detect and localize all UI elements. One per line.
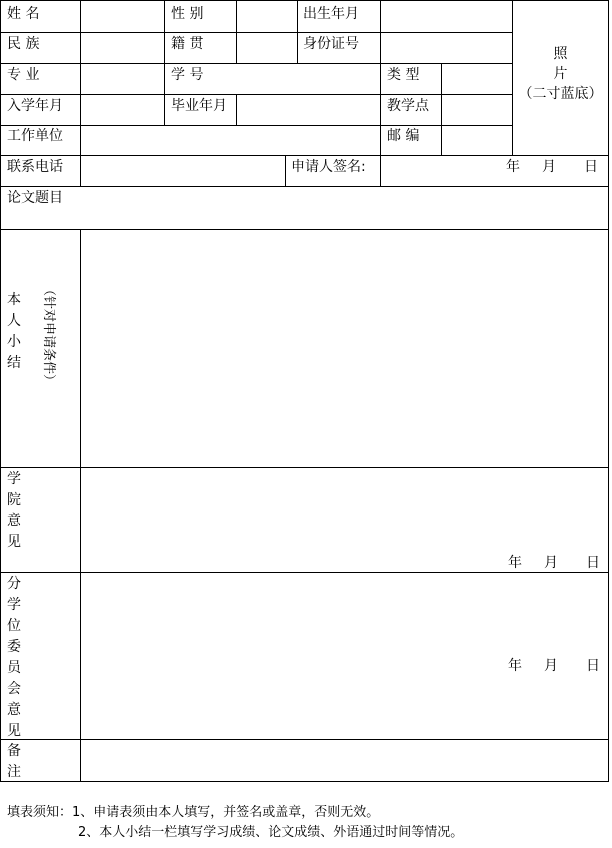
grid-line [0,0,1,782]
committee-date-day: 日 [586,658,600,674]
college-date-year: 年 [508,555,522,571]
ethnicity-label: 民 族 [7,36,40,52]
grid-line [0,467,609,468]
form-notes-line1: 填表须知：1、申请表须由本人填写，并签名或盖章，否则无效。 [7,805,380,820]
thesis-title-label: 论文题目 [7,190,63,206]
photo-placeholder [513,44,608,104]
postcode-label: 邮 编 [387,128,420,144]
committee-date-year: 年 [508,658,522,674]
workplace-label: 工作单位 [7,128,63,144]
enrollment-date-label: 入学年月 [7,98,63,114]
photo-text-line1: 照 [553,46,568,62]
grid-line [380,63,381,156]
grid-line [80,229,81,782]
committee-opinion-label: 分学位委员会意见 [7,576,21,739]
gender-label: 性 别 [171,6,204,22]
grid-line [380,0,381,64]
grid-line [297,0,298,64]
type-label: 类 型 [387,67,420,83]
grid-line [285,155,286,187]
student-id-label: 学 号 [171,67,204,83]
major-label: 专 业 [7,67,40,83]
grid-line [0,739,609,740]
grid-line [0,229,609,230]
form-notes-line2: 2、本人小结一栏填写学习成绩、论文成绩、外语通过时间等情况。 [78,825,464,840]
grid-line [0,32,512,33]
graduation-date-label: 毕业年月 [171,98,227,114]
self-summary-label: 本人小结 [7,292,21,371]
grid-line [0,0,609,1]
grid-line [164,0,165,126]
grid-line [441,63,442,156]
college-date-day: 日 [586,555,600,571]
grid-line [0,125,512,126]
grid-line [0,63,512,64]
teaching-site-label: 教学点 [387,98,429,114]
name-label: 姓 名 [7,6,40,22]
grid-line [608,0,609,782]
signature-date-day: 日 [584,159,598,175]
grid-line [0,94,512,95]
phone-label: 联系电话 [7,159,63,175]
college-opinion-label: 学院意见 [7,471,21,550]
grid-line [80,0,81,187]
grid-line [0,186,609,187]
remarks-label: 备注 [7,743,21,780]
grid-line [236,94,237,126]
self-summary-note: （针对申请条件） [41,283,56,388]
grid-line [0,155,609,156]
id-number-label: 身份证号 [303,36,359,52]
native-place-label: 籍 贯 [171,36,204,52]
photo-text-line3: （二寸蓝底） [518,86,603,102]
grid-line [380,155,381,187]
photo-text-line2: 片 [553,66,568,82]
college-date-month: 月 [544,555,558,571]
signature-label: 申请人签名: [291,159,366,175]
grid-line [236,0,237,64]
grid-line [0,572,609,573]
signature-date-year: 年 [506,159,520,175]
grid-line [0,781,609,782]
signature-date-month: 月 [542,159,556,175]
committee-date-month: 月 [544,658,558,674]
birth-date-label: 出生年月 [303,6,359,22]
